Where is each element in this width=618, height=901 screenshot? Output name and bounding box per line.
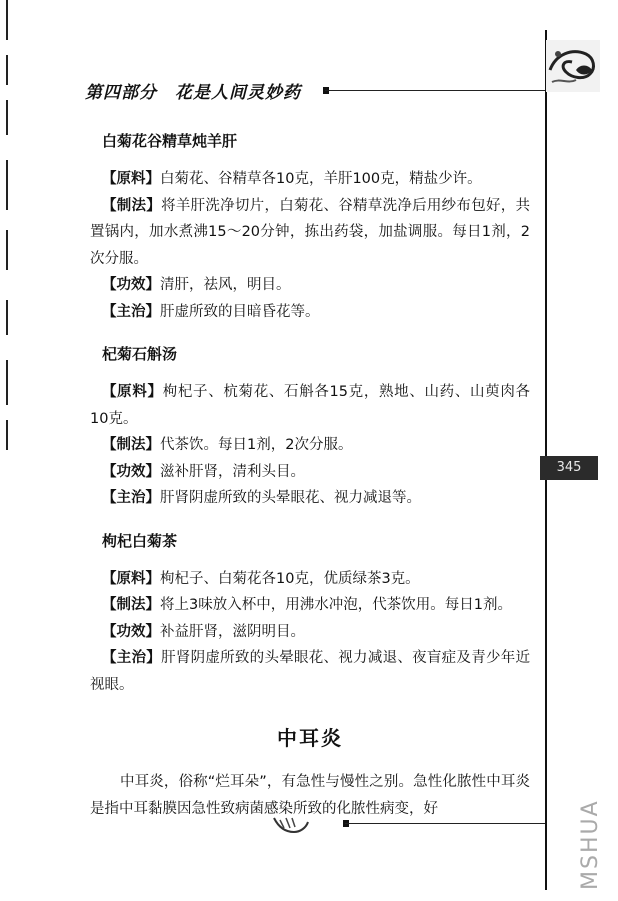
footer-rule [345,823,545,824]
recipe-title: 白菊花谷精草炖羊肝 [102,132,238,150]
item-text: 清肝，祛风，明目。 [160,277,291,293]
item-tag: 【主治】 [102,650,162,666]
recipe-item [90,619,530,646]
recipe-item [90,299,530,326]
page-body [90,130,530,822]
watermark: MSHUA [578,799,603,890]
item-text: 枸杞子、杭菊花、石斛各15克，熟地、山药、山萸肉各10克。 [90,384,531,427]
recipe-2 [90,343,530,512]
recipe-item [90,193,530,273]
header-rule [325,90,545,91]
corner-ornament-icon [546,40,600,92]
item-text: 将羊肝洗净切片，白菊花、谷精草洗净后用纱布包好，共置锅内，加水煮沸15～20分钟，拣出药袋，加盐调服。每日1剂，2次分服。 [90,197,531,267]
item-tag: 【功效】 [102,463,160,480]
header-title: 第四部分 花是人间灵妙药 [85,83,301,103]
page-number: 345 [540,456,598,480]
item-tag: 【制法】 [102,597,160,613]
recipe-item [90,432,530,459]
item-text: 代茶饮。每日1剂，2次分服。 [160,437,353,453]
item-text: 肝肾阴虚所致的头晕眼花、视力减退、夜盲症及青少年近视眼。 [90,650,531,693]
item-text: 肝肾阴虚所致的头晕眼花、视力减退等。 [160,490,421,506]
recipe-title: 枸杞白菊茶 [102,531,178,550]
item-text: 白菊花、谷精草各10克，羊肝100克，精盐少许。 [160,171,482,187]
recipe-item [90,566,530,593]
item-tag: 【功效】 [102,277,160,293]
section-title: 中耳炎 [277,726,343,750]
recipe-1 [90,130,530,325]
item-text: 将上3味放入杯中，用沸水冲泡，代茶饮用。每日1剂。 [160,597,512,613]
recipe-item [90,379,530,432]
item-tag: 【原料】 [102,384,163,400]
recipe-3 [90,530,530,699]
recipe-item [90,166,530,193]
item-tag: 【制法】 [102,197,162,214]
recipe-item [90,645,530,698]
item-text: 滋补肝肾，清利头目。 [160,463,305,480]
running-header [85,78,545,108]
recipe-item [90,592,530,619]
recipe-item [90,459,530,486]
recipe-title: 杞菊石斛汤 [102,345,178,363]
item-tag: 【主治】 [102,490,160,506]
item-tag: 【原料】 [102,171,160,187]
item-tag: 【主治】 [102,303,160,320]
item-text: 枸杞子、白菊花各10克，优质绿茶3克。 [160,570,420,587]
recipe-item [90,485,530,512]
section-paragraph: 中耳炎，俗称“烂耳朵”，有急性与慢性之别。急性化脓性中耳炎是指中耳黏膜因急性致病菌感染所致的化脓性病变，好 [90,774,530,817]
item-tag: 【功效】 [102,623,160,640]
recipe-item [90,272,530,299]
item-text: 肝虚所致的目暗昏花等。 [160,303,320,320]
item-tag: 【制法】 [102,437,160,453]
footer-ornament-icon [270,812,310,836]
margin-marks [6,0,10,450]
item-text: 补益肝肾，滋阴明目。 [160,623,305,640]
item-tag: 【原料】 [102,570,160,587]
